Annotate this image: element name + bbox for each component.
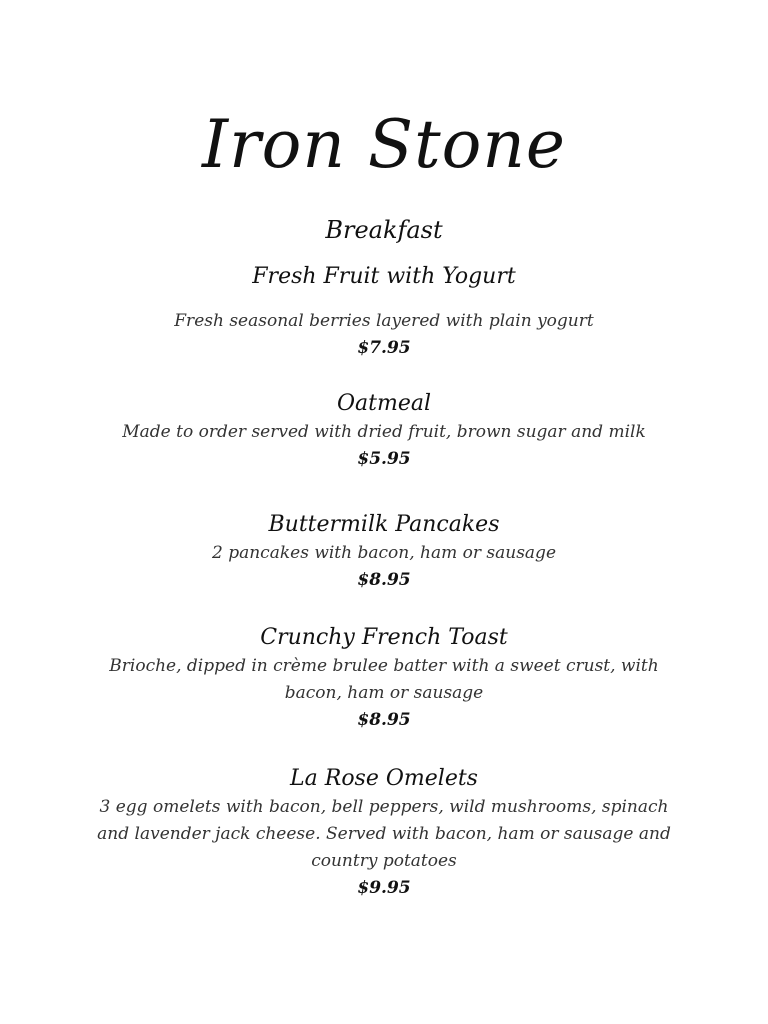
menu-item-crunchy-french-toast <box>84 623 684 733</box>
menu-item-la-rose-omelets <box>84 764 684 901</box>
menu-item-description: Made to order served with dried fruit, brown sugar and milk <box>122 422 646 442</box>
menu-item-oatmeal <box>84 389 684 472</box>
menu-item-description: Fresh seasonal berries layered with plain yogurt <box>174 311 594 331</box>
menu-item-description: Brioche, dipped in crème brulee batter with a sweet crust, with bacon, ham or sausage <box>109 656 659 703</box>
menu-item-price: $8.95 <box>357 570 411 590</box>
menu-item-price: $5.95 <box>357 449 411 469</box>
menu-item-description: 2 pancakes with bacon, ham or sausage <box>211 543 557 563</box>
menu-item-name: Crunchy French Toast <box>260 625 508 650</box>
menu-item-name: Buttermilk Pancakes <box>268 512 500 537</box>
menu-item-name: Oatmeal <box>336 391 432 416</box>
menu-item-buttermilk-pancakes <box>84 510 684 593</box>
menu-item-fresh-fruit-with-yogurt <box>84 262 684 361</box>
menu-item-description: 3 egg omelets with bacon, bell peppers, wild mushrooms, spinach and lavender jack cheese. Served with bacon, ham or sausage and country potatoes <box>97 797 671 871</box>
menu-item-price: $7.95 <box>357 338 411 358</box>
menu-item-price: $9.95 <box>357 878 411 898</box>
menu-item-price: $8.95 <box>357 710 411 730</box>
restaurant-title: Iron Stone <box>202 106 566 183</box>
menu-item-name: La Rose Omelets <box>290 766 478 791</box>
section-title-breakfast: Breakfast <box>325 216 443 244</box>
menu-item-name: Fresh Fruit with Yogurt <box>252 264 516 289</box>
